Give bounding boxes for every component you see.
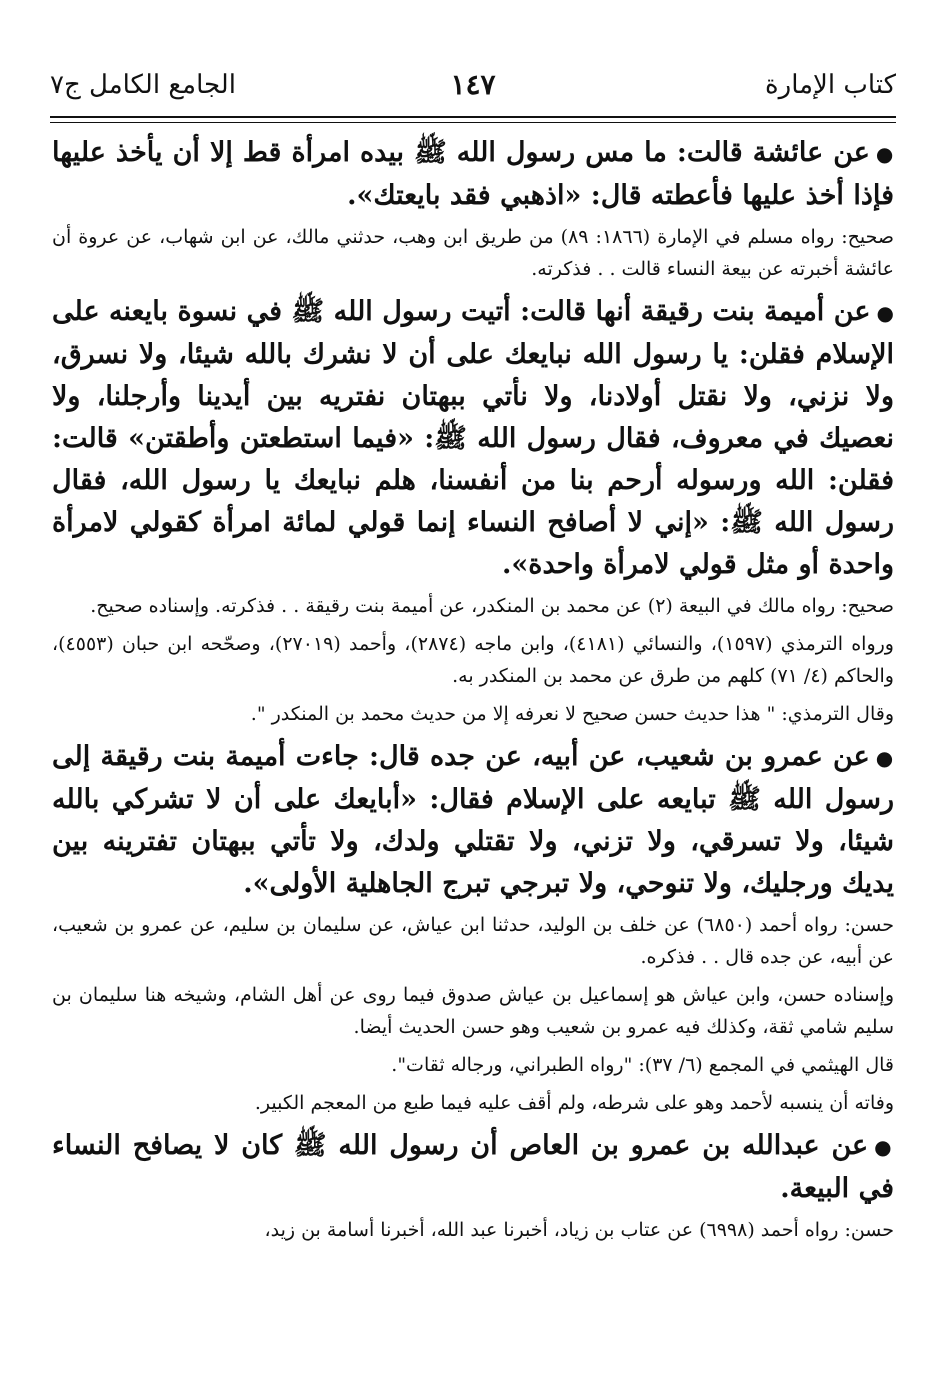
header-rule (50, 116, 896, 118)
takhrij-note: حسن: رواه أحمد (٦٩٩٨) عن عتاب بن زياد، أخبرنا عبد الله، أخبرنا أسامة بن زيد، (264, 1219, 894, 1241)
bullet-icon: ● (875, 746, 894, 770)
hadith-paragraph: ●عن أميمة بنت رقيقة أنها قالت: أتيت رسول الله ﷺ في نسوة بايعنه على الإسلام فقلن: يا رسول الله نبايعك على أن لا نشرك بالله شيئا، ولا نسرق، ولا نزني، ولا نقتل أولادنا، ولا نأتي ببهتان نفتريه بين أيدينا وأرجلنا، ولا نعصيك في معروف، فقال رسول الله ﷺ: «فيما استطعتن وأطقتن» قالت: فقلن: الله ورسوله أرحم بنا من أنفسنا، هلم نبايعك يا رسول الله، فقال رسول الله ﷺ: «إني لا أصافح النساء إنما قولي لمائة امرأة كقولي لامرأة واحدة أو مثل قولي لامرأة واحدة». (52, 296, 894, 580)
page-body (52, 132, 894, 1246)
page-header (50, 60, 896, 110)
takhrij-note: حسن: رواه أحمد (٦٨٥٠) عن خلف بن الوليد، حدثنا ابن عياش، عن سليمان بن سليم، عن عمرو بن شعيب، عن أبيه، عن جده قال . . فذكره. (52, 914, 894, 968)
takhrij-note: وإسناده حسن، وابن عياش هو إسماعيل بن عياش صدوق فيما روى عن أهل الشام، وشيخه هنا سليمان بن سليم شامي ثقة، وكذلك فيه عمرو بن شعيب وهو حسن الحديث أيضا. (52, 984, 894, 1038)
bullet-icon: ● (874, 1135, 894, 1159)
book-title: كتاب الإمارة (765, 70, 896, 100)
takhrij-note: صحيح: رواه مالك في البيعة (٢) عن محمد بن المنكدر، عن أميمة بنت رقيقة . . فذكرته. وإسناده صحيح. (90, 595, 894, 617)
page-number: ١٤٧ (450, 68, 496, 101)
bullet-icon: ● (876, 301, 894, 325)
bullet-icon: ● (875, 142, 894, 166)
hadith-paragraph: ●عن عمرو بن شعيب، عن أبيه، عن جده قال: جاءت أميمة بنت رقيقة إلى رسول الله ﷺ تبايعه على الإسلام فقال: «أبايعك على أن لا تشركي بالله شيئا، ولا تسرقي، ولا تزني، ولا تقتلي ولدك، ولا تأتي ببهتان تفترينه بين يديك ورجليك، ولا تنوحي، ولا تبرجي تبرج الجاهلية الأولى». (52, 741, 894, 899)
hadith-paragraph: ●عن عبدالله بن عمرو بن العاص أن رسول الله ﷺ كان لا يصافح النساء في البيعة. (52, 1130, 894, 1204)
header-rule-thin (50, 122, 896, 123)
takhrij-note: ورواه الترمذي (١٥٩٧)، والنسائي (٤١٨١)، وابن ماجه (٢٨٧٤)، وأحمد (٢٧٠١٩)، وصحّحه ابن حبان (٤٥٥٣)، والحاكم (٤/ ٧١) كلهم من طرق عن محمد بن المنكدر به. (52, 633, 894, 687)
takhrij-note: وقال الترمذي: " هذا حديث حسن صحيح لا نعرفه إلا من حديث محمد بن المنكدر ". (250, 703, 894, 725)
hadith-paragraph: ●عن عائشة قالت: ما مس رسول الله ﷺ بيده امرأة قط إلا أن يأخذ عليها فإذا أخذ عليها فأعطته قال: «اذهبي فقد بايعتك». (52, 137, 894, 211)
takhrij-note: قال الهيثمي في المجمع (٦/ ٣٧): "رواه الطبراني، ورجاله ثقات". (391, 1054, 894, 1076)
takhrij-note: وفاته أن ينسبه لأحمد وهو على شرطه، ولم أقف عليه فيما طبع من المعجم الكبير. (254, 1092, 894, 1114)
volume-title: الجامع الكامل ج٧ (50, 70, 236, 100)
takhrij-note: صحيح: رواه مسلم في الإمارة (١٨٦٦: ٨٩) من طريق ابن وهب، حدثني مالك، عن ابن شهاب، عن عروة أن عائشة أخبرته عن بيعة النساء قالت . . فذكرته. (52, 226, 894, 280)
